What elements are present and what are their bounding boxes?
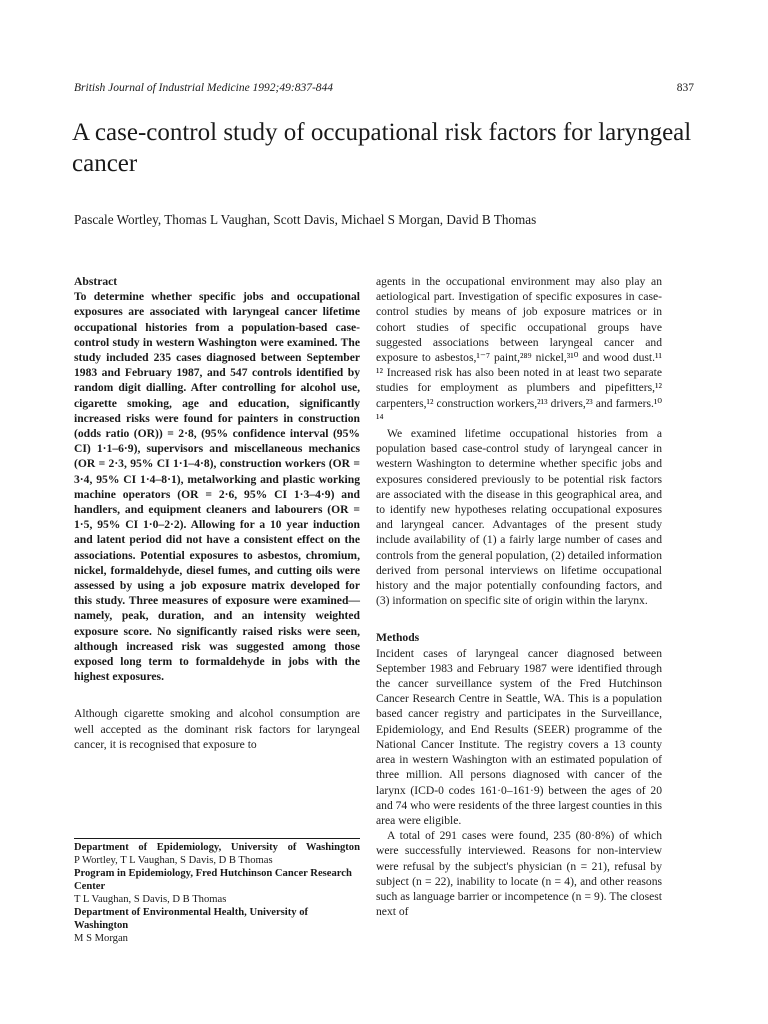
right-column — [376, 274, 662, 919]
page-number: 837 — [676, 82, 694, 94]
intro-paragraph-start: Although cigarette smoking and alcohol consumption are well accepted as the dominant risk factors for laryngeal cancer, it is recognised that exposure to — [74, 707, 360, 751]
affiliation-dept-3: Department of Environmental Health, University of Washington — [74, 907, 309, 931]
abstract-text: To determine whether specific jobs and occupational exposures are associated with laryngeal cancer lifetime occupational histories from a population-based case-control study in western Washington were examined. The study included 235 cases diagnosed between September 1983 and February 1987, and 547 controls identified by random digit dialling. After controlling for alcohol use, cigarette smoking, age and education, significantly increased risks were found for painters in construction (odds ratio (OR)) = 2·8, (95% confidence interval (95% CI) 1·1–6·9), supervisors and miscellaneous mechanics (OR = 2·3, 95% CI 1·1–4·8), construction workers (OR = 3·4, 95% CI 1·4–8·1), metalworking and plastic working machine operators (OR = 2·6, 95% CI 1·3–4·9) and handlers, and equipment cleaners and labourers (OR = 1·5, 95% CI 1·0–2·2). Allowing for a 10 year induction and latent period did not have a consistent effect on the associations. Potential exposures to asbestos, chromium, nickel, formaldehyde, diesel fumes, and cutting oils were assessed by using a job exposure matrix developed for this study. Three measures of exposure were examined—namely, peak, duration, and an intensity weighted exposure score. No significantly raised risks were seen, although increased risk was suggested among those exposed long term to formaldehyde in jobs with the highest exposures. — [74, 290, 360, 684]
intro-paragraph-continued: agents in the occupational environment may also play an aetiological part. Investigation of specific exposures in case-control studies by means of job exposure matrices or in cohort studies of specific occupational groups have suggested associations between laryngeal cancer and exposure to asbestos,¹⁻⁷ paint,²⁸⁹ nickel,³¹⁰ and wood dust.¹¹ ¹² Increased risk has also been noted in at least two separate studies for employment as plumbers and pipefitters,¹² carpenters,¹² construction workers,²¹³ drivers,²³ and farmers.¹⁰ ¹⁴ — [376, 275, 662, 425]
affiliations — [74, 838, 360, 945]
affiliation-names-1: P Wortley, T L Vaughan, S Davis, D B Thomas — [74, 855, 273, 866]
affiliation-names-3: M S Morgan — [74, 933, 128, 944]
methods-paragraph-2: A total of 291 cases were found, 235 (80·8%) of which were successfully interviewed. Reasons for non-interview were refusal by the subject's physician (n = 21), refusal by subject (n = 22), inability to locate (n = 4), and other reasons such as language barrier or incompetence (n = 9). The closest next of — [376, 829, 662, 919]
affiliation-names-2: T L Vaughan, S Davis, D B Thomas — [74, 894, 227, 905]
affiliation-dept-2: Program in Epidemiology, Fred Hutchinson Cancer Research Center — [74, 868, 352, 892]
methods-paragraph-1: Incident cases of laryngeal cancer diagnosed between September 1983 and February 1987 were identified through the cancer surveillance system of the Fred Hutchinson Cancer Research Centre in Seattle, WA. This is a population based cancer registry and participates in the Surveillance, Epidemiology, and End Results (SEER) programme of the National Cancer Institute. The registry covers a 13 county area in western Washington with an estimated population of three million. All persons diagnosed with cancer of the larynx (ICD-0 codes 161·0–161·9) between the ages of 20 and 74 who were residents of the three largest counties in this area were eligible. — [376, 646, 663, 827]
intro-paragraph-2: We examined lifetime occupational histories from a population based case-control study of laryngeal cancer in western Washington to determine whether specific jobs and exposures considered previously to be potential risk factors are associated with the disease in this geographical area, and to identify new hypotheses relating occupational exposures and laryngeal cancer. Advantages of the present study include availability of (1) a fairly large number of cases and controls from the general population, (2) detailed information derived from personal interviews on lifetime occupational history and the major potentially confounding factors, and (3) information on specific site of origin within the larynx. — [376, 427, 662, 608]
article-title: A case-control study of occupational risk factors for laryngeal cancer — [72, 119, 692, 177]
abstract-heading: Abstract — [74, 275, 118, 288]
methods-heading: Methods — [376, 631, 420, 645]
running-head: British Journal of Industrial Medicine 1992;49:837-844 — [74, 82, 334, 94]
left-column — [74, 274, 360, 752]
affiliation-dept-1: Department of Epidemiology, University of Washington — [74, 842, 360, 853]
author-list: Pascale Wortley, Thomas L Vaughan, Scott Davis, Michael S Morgan, David B Thomas — [74, 212, 537, 227]
